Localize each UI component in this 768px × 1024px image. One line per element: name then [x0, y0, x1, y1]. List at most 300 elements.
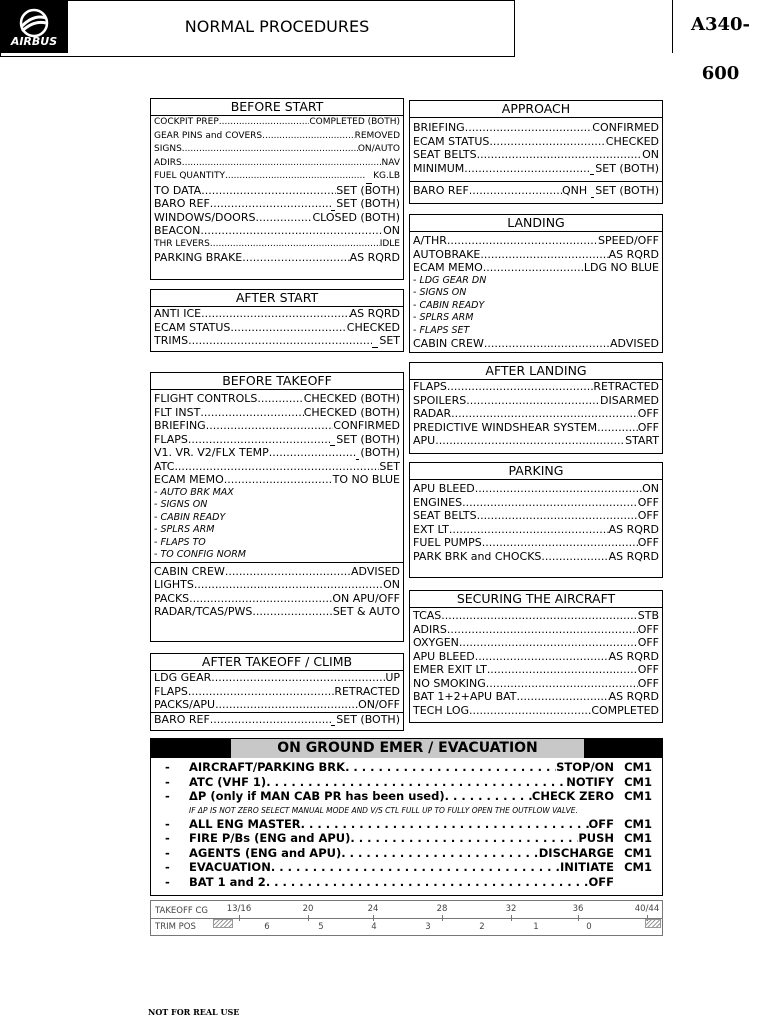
leader-dots [266, 775, 566, 790]
item-label: EXT LT [413, 522, 449, 536]
emergency-item-atc-vhf-1 [151, 775, 662, 790]
checklist-item-cockpit-prep [151, 116, 403, 130]
item-value: AS RQRD [608, 690, 659, 703]
checklist-item-ldg-gear [151, 671, 403, 685]
subitem-text: SPLRS ARM [419, 312, 474, 323]
header [0, 0, 750, 84]
checklist-item-tcas [410, 609, 662, 623]
checklist-item-predictive-windshear-system [410, 421, 662, 435]
item-label: TECH LOG [413, 703, 470, 717]
page-title: NORMAL PROCEDURES [184, 17, 370, 36]
checklist-item-no-smoking [410, 677, 662, 691]
item-value: ADVISED [351, 564, 400, 578]
item-label: FLAPS [154, 684, 188, 698]
item-label: RADAR [413, 407, 452, 420]
leader-dots [447, 234, 598, 248]
checklist-item-cabin-crew [410, 337, 662, 351]
leader-dots [462, 496, 638, 510]
item-label: BARO REF [154, 712, 210, 726]
item-label: FLAPS [413, 380, 447, 393]
item-value: SET & AUTO [332, 605, 400, 618]
item-value: ON [642, 148, 659, 161]
item-value: CHECKED (BOTH) [303, 392, 400, 405]
fill-in-blank [366, 174, 372, 184]
item-value: ON/AUTO [357, 144, 400, 154]
item-value: AS RQRD [349, 307, 400, 320]
subitem-text: FLAPS SET [419, 324, 470, 336]
trim-pos-tick-label: 6 [264, 922, 270, 932]
emergency-item-fire-p-bs-eng-and-apu [151, 831, 662, 846]
item-value: AS RQRD [608, 247, 659, 261]
item-value: AS RQRD [608, 649, 659, 663]
item-value: REMOVED [354, 130, 400, 141]
item-label: ΔP (only if MAN CAB PR has been used) [189, 789, 445, 803]
item-dash: - [165, 845, 170, 860]
checklist-item-apu-bleed [410, 482, 662, 496]
item-dash: - [165, 760, 170, 774]
item-label: ECAM MEMO [413, 261, 483, 274]
checklist-item-bat-1-2-apu-bat [410, 690, 662, 704]
checklist-item-briefing [410, 121, 662, 135]
leader-dots [475, 482, 642, 496]
section-title: APPROACH [410, 101, 662, 118]
leader-dots [188, 334, 372, 348]
checklist-item-flaps [410, 380, 662, 394]
emergency-item-agents-eng-and-apu [151, 846, 662, 861]
item-label: TCAS [413, 609, 442, 622]
cg-tick-label: 20 [302, 904, 314, 914]
item-label: MINIMUM [413, 161, 465, 175]
securing-section [409, 590, 663, 723]
item-label: ADIRS [413, 622, 447, 636]
checklist-item-park-brk-and-chocks [410, 550, 662, 564]
item-dash: - [165, 860, 170, 874]
item-value: SET [379, 334, 400, 347]
section-title: LANDING [410, 215, 662, 232]
parking-section [409, 462, 663, 578]
item-value: IDLE [379, 238, 400, 249]
leader-dots [194, 578, 383, 592]
item-crew: CM1 [624, 845, 652, 860]
leader-dots [483, 261, 584, 275]
subitem-text: SPLRS ARM [160, 524, 215, 535]
section-title: PARKING [410, 463, 662, 480]
item-value: CHECKED [346, 320, 400, 334]
item-label: FUEL QUANTITY [154, 171, 226, 181]
item-label: APU BLEED [413, 649, 475, 663]
checklist-item-ecam-status [410, 135, 662, 149]
item-value: ADVISED [610, 337, 659, 350]
hatched-limit [645, 919, 661, 928]
leader-dots [255, 211, 312, 225]
leader-dots [477, 509, 638, 523]
after-start-section [150, 289, 404, 352]
item-value: ON/OFF [358, 698, 400, 711]
cg-tick-label: 13/16 [226, 904, 252, 914]
after-landing-section [409, 362, 663, 454]
checklist-item-beacon [151, 224, 403, 238]
leader-dots [210, 713, 331, 727]
item-value: TO NO BLUE [332, 473, 400, 486]
emergency-item-bat-1-and-2 [151, 875, 662, 890]
item-value: OFF [588, 874, 614, 889]
item-crew: CM1 [624, 860, 652, 874]
checklist-item-apu-bleed [410, 650, 662, 664]
leader-dots [206, 419, 334, 433]
emergency-section [150, 738, 663, 896]
leader-dots [219, 116, 310, 130]
subitem-text: LDG GEAR DN [419, 274, 487, 286]
item-value: OFF [637, 509, 659, 522]
leader-dots [210, 197, 331, 211]
item-label: GEAR PINS and COVERS [154, 130, 263, 141]
item-label: ATC (VHF 1) [189, 774, 267, 789]
item-value: NOTIFY [566, 774, 614, 789]
leader-dots [200, 406, 303, 420]
trim-pos-tick-label: 4 [371, 922, 377, 932]
checklist-item-flaps [151, 433, 403, 447]
checklist-item-fuel-pumps [410, 536, 662, 550]
leader-dots [200, 224, 383, 238]
brand-name: AIRBUS [10, 35, 58, 48]
item-label: A/THR [413, 234, 447, 247]
item-label: EMER EXIT LT [413, 663, 487, 676]
subitem-text: SIGNS ON [419, 287, 467, 298]
checklist-item-flight-controls [151, 392, 403, 406]
before-takeoff-section [150, 372, 404, 642]
fill-in-blank [372, 338, 378, 348]
item-value: DISARMED [600, 393, 659, 407]
item-label: OXYGEN [413, 636, 459, 649]
leader-dots [269, 446, 357, 460]
leader-dots [482, 536, 638, 550]
item-value: RETRACTED [334, 684, 400, 698]
item-value: SET (BOTH) [336, 197, 400, 210]
leader-dots [469, 704, 591, 718]
leader-dots [174, 460, 379, 474]
checklist-item-spoilers [410, 394, 662, 408]
checklist-item-ecam-status [151, 321, 403, 335]
item-label: TRIMS [154, 334, 189, 347]
fill-in-blank [590, 165, 594, 175]
fill-in-blank [331, 716, 335, 726]
item-label: ANTI ICE [154, 307, 202, 320]
item-label: ALL ENG MASTER [189, 816, 301, 831]
subitem-text: SIGNS ON [160, 499, 208, 510]
item-label: FLIGHT CONTROLS [154, 392, 258, 405]
leader-dots [480, 248, 608, 262]
leader-dots [345, 760, 556, 775]
checklist-item-gear-pins-and-covers [151, 130, 403, 144]
leader-dots [597, 421, 638, 435]
memo-subitem: - TO CONFIG NORM [154, 549, 246, 560]
leader-dots [201, 184, 336, 198]
leader-dots [451, 407, 638, 421]
item-value: OFF [637, 536, 659, 549]
leader-dots [182, 143, 358, 157]
checklist-item-baro-ref [151, 713, 403, 727]
fill-in-blank [591, 188, 594, 198]
leader-dots [301, 817, 589, 832]
leader-dots [449, 523, 609, 537]
footer-disclaimer: NOT FOR REAL USE [148, 1007, 240, 1017]
cg-tick-label: 24 [367, 904, 379, 914]
memo-subitem: - SIGNS ON [413, 287, 467, 298]
emergency-item-aircraft-parking-brk [151, 760, 662, 775]
item-label: PACKS/APU [154, 698, 216, 711]
item-value: CHECKED [605, 134, 659, 148]
section-title: AFTER LANDING [410, 363, 662, 380]
item-label: LIGHTS [154, 578, 194, 591]
emergency-item-evacuation [151, 860, 662, 875]
item-value: STB [637, 609, 659, 622]
item-value: KG.LB [373, 171, 400, 181]
checklist-item-seat-belts [410, 509, 662, 523]
leader-dots [188, 433, 331, 447]
checklist-item-packs [151, 592, 403, 606]
item-value: INITIATE [559, 860, 614, 874]
item-value: OFF [637, 495, 659, 509]
leader-dots [350, 831, 578, 846]
item-value: DISCHARGE [538, 845, 614, 860]
item-label: SPOILERS [413, 393, 467, 407]
item-label: PACKS [154, 591, 190, 605]
checklist-item-fuel-quantity [151, 170, 403, 184]
memo-subitem: - FLAPS SET [413, 324, 470, 336]
item-crew: CM1 [624, 789, 652, 803]
leader-dots [435, 434, 625, 448]
subitem-text: TO CONFIG NORM [160, 549, 246, 560]
leader-dots [541, 550, 608, 564]
item-dash: - [165, 816, 170, 831]
item-label: FLT INST [154, 405, 201, 419]
item-label: LDG GEAR [154, 671, 212, 684]
checklist-item-windows-doors [151, 211, 403, 225]
landing-section [409, 214, 663, 353]
section-title: AFTER START [151, 290, 403, 307]
item-value: NAV [381, 157, 400, 168]
leader-dots [230, 321, 346, 335]
trim-pos-tick-label: 0 [586, 922, 592, 932]
item-crew: CM1 [624, 816, 652, 831]
item-label: APU [413, 434, 436, 447]
item-label: SEAT BELTS [413, 509, 477, 522]
approach-section [409, 100, 663, 204]
leader-dots [441, 609, 637, 623]
item-value: AS RQRD [349, 251, 400, 264]
section-title: SECURING THE AIRCRAFT [410, 591, 662, 608]
emergency-title: ON GROUND EMER / EVACUATION [231, 739, 584, 758]
item-value: START [625, 434, 659, 447]
item-crew: CM1 [624, 831, 652, 845]
trim-pos-tick-label: 1 [533, 922, 539, 932]
subitem-text: AUTO BRK MAX [160, 486, 234, 498]
checklist-item-baro-ref [151, 197, 403, 211]
item-label: BRIEFING [154, 419, 206, 432]
cg-tick-label: 32 [505, 904, 517, 914]
item-value: PUSH [578, 831, 614, 845]
item-value: AS RQRD [608, 549, 659, 563]
cg-tick-label: 36 [572, 904, 584, 914]
item-dash: - [165, 774, 170, 789]
checklist-item-minimum [410, 162, 662, 176]
leader-dots [252, 605, 332, 619]
leader-dots [489, 135, 605, 149]
item-value: LDG NO BLUE [583, 261, 659, 274]
leader-dots [224, 473, 333, 487]
item-label: ENGINES [413, 495, 463, 509]
item-label: AUTOBRAKE [413, 247, 481, 261]
item-value: ON [383, 224, 400, 237]
leader-dots [262, 130, 354, 144]
trim-pos-tick-label: 5 [318, 922, 324, 932]
item-value: (BOTH) [360, 446, 400, 459]
checklist-item-radar-tcas-pws [151, 605, 403, 619]
item-label: BRIEFING [413, 121, 465, 134]
item-value: COMPLETED [591, 703, 659, 717]
item-label: SEAT BELTS [413, 148, 477, 161]
memo-subitem: - CABIN READY [154, 511, 226, 523]
leader-dots [475, 650, 609, 664]
checklist-item-ecam-memo [410, 261, 662, 275]
leader-dots [266, 875, 589, 890]
item-dash: - [165, 831, 170, 845]
airbus-logo [0, 0, 68, 53]
leader-dots [182, 157, 382, 171]
leader-dots [487, 663, 638, 677]
takeoff-cg-label: TAKEOFF CG [155, 906, 208, 916]
item-crew: CM1 [624, 760, 652, 774]
leader-dots [341, 846, 539, 861]
item-label: THR LEVERS [154, 238, 210, 249]
fill-in-blank [356, 450, 359, 460]
item-value: ON [642, 482, 659, 495]
fill-in-blank [331, 201, 335, 211]
cg-tick-label: 40/44 [634, 904, 660, 914]
leader-dots [447, 380, 593, 394]
leader-dots [215, 698, 358, 712]
item-value: SET (BOTH) [336, 183, 400, 197]
checklist-item-lights [151, 578, 403, 592]
item-label: CABIN CREW [154, 564, 225, 578]
item-value: ON APU/OFF [332, 591, 400, 605]
checklist-item-ecam-memo [151, 473, 403, 487]
subitem-text: FLAPS TO [160, 536, 206, 548]
checklist-item-signs [151, 143, 403, 157]
item-label: BARO REF [154, 197, 210, 210]
trim-scale [150, 900, 663, 936]
checklist-item-atc [151, 460, 403, 474]
emergency-item-all-eng-master [151, 817, 662, 832]
leader-dots [484, 337, 610, 351]
leader-dots [486, 677, 638, 691]
memo-subitem: - LDG GEAR DN [413, 274, 487, 286]
checklist-item-adirs [151, 157, 403, 171]
emergency-note: IF ΔP IS NOT ZERO SELECT MANUAL MODE AND V/S CTL FULL UP TO FULLY OPEN THE OUTFLOW VALVE. [189, 805, 578, 815]
memo-subitem: - SPLRS ARM [413, 312, 474, 323]
item-value: CONFIRMED [592, 121, 659, 134]
checklist-item-ext-lt [410, 523, 662, 537]
leader-dots [517, 690, 609, 704]
item-label: ECAM STATUS [413, 134, 490, 148]
leader-dots [466, 394, 600, 408]
item-value: SET (BOTH) [595, 184, 659, 197]
item-value: UP [385, 671, 400, 684]
item-value: CHECKED (BOTH) [303, 405, 400, 419]
checklist-item-adirs [410, 623, 662, 637]
leader-dots [447, 623, 638, 637]
checklist-item-thr-levers [151, 238, 403, 252]
checklist-item-seat-belts [410, 148, 662, 162]
item-value: CLOSED (BOTH) [312, 210, 400, 224]
checklist-item-engines [410, 496, 662, 510]
leader-dots [445, 789, 532, 804]
item-label: APU BLEED [413, 482, 475, 495]
item-value: SET (BOTH) [595, 161, 659, 175]
checklist-item-cabin-crew [151, 565, 403, 579]
leader-dots [210, 238, 380, 252]
item-label: RADAR/TCAS/PWS [154, 605, 253, 618]
checklist-item-trims [151, 334, 403, 348]
item-dash: - [165, 874, 170, 889]
checklist-item-briefing [151, 419, 403, 433]
item-dash: - [165, 789, 170, 803]
item-label: PARK BRK and CHOCKS [413, 549, 542, 563]
item-label: PARKING BRAKE [154, 251, 243, 264]
item-label: AGENTS (ENG and APU) [189, 845, 342, 860]
item-value: STOP/ON [556, 760, 614, 774]
checklist-item-emer-exit-lt [410, 663, 662, 677]
section-title: AFTER TAKEOFF / CLIMB [151, 654, 403, 671]
item-value: SET (BOTH) [336, 712, 400, 726]
leader-dots [465, 121, 593, 135]
leader-dots [459, 636, 638, 650]
leader-dots [242, 251, 349, 265]
item-label: ATC [154, 459, 175, 473]
memo-subitem: - CABIN READY [413, 299, 485, 311]
item-value: SET (BOTH) [336, 432, 400, 446]
item-value: CHECK ZERO [531, 789, 614, 803]
item-label: FUEL PUMPS [413, 536, 482, 549]
leader-dots [211, 671, 385, 685]
item-crew: CM1 [624, 774, 652, 789]
item-value: QNH [561, 184, 588, 197]
leader-dots [225, 565, 351, 579]
checklist-item-tech-log [410, 704, 662, 718]
checklist-item-a-thr [410, 234, 662, 248]
emergency-item-p-only-if-man-cab-pr-has-been-used [151, 789, 662, 804]
after-takeoff-section [150, 653, 404, 731]
item-value: OFF [637, 663, 659, 676]
checklist-item-baro-ref [410, 184, 662, 198]
checklist-item-flaps [151, 685, 403, 699]
item-label: AIRCRAFT/PARKING BRK [189, 760, 346, 774]
item-label: WINDOWS/DOORS [154, 210, 256, 224]
checklist-item-autobrake [410, 248, 662, 262]
item-value: CONFIRMED [333, 419, 400, 432]
leader-dots [257, 392, 303, 406]
item-value: OFF [588, 816, 614, 831]
item-label: ECAM MEMO [154, 473, 224, 486]
leader-dots [271, 860, 560, 875]
memo-subitem: - AUTO BRK MAX [154, 486, 234, 498]
item-label: ADIRS [154, 157, 182, 168]
item-label: PREDICTIVE WINDSHEAR SYSTEM [413, 420, 598, 434]
item-value: OFF [637, 407, 659, 420]
item-label: COCKPIT PREP [154, 117, 219, 127]
item-label: BAT 1 and 2 [189, 874, 266, 889]
item-label: BEACON [154, 224, 201, 237]
